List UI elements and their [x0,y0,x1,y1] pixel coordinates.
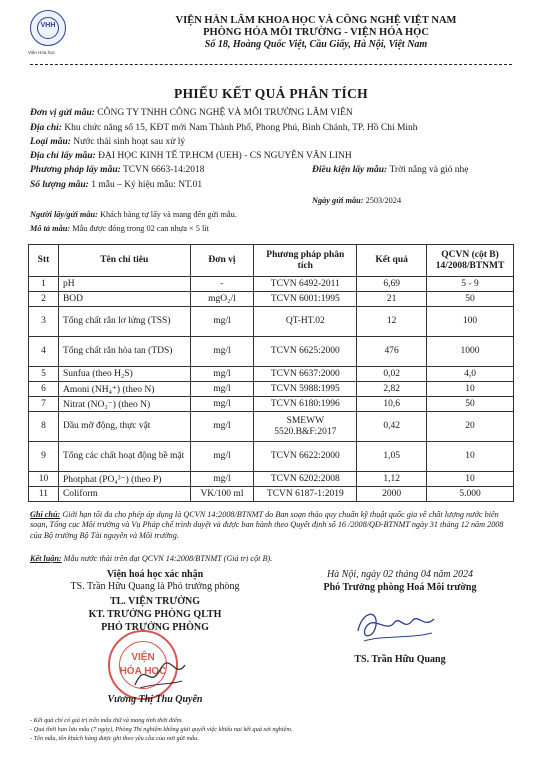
condition-row [312,165,469,176]
right-signer-role: Phó Trưởng phòng Hoá Môi trường [323,582,477,593]
description-value: Mẫu được đóng trong 02 can nhựa × 5 lít [72,224,209,233]
cell-result: 476 [357,337,427,367]
stamp-text-1: VIỆN [131,652,155,663]
cell-stt: 10 [29,472,59,487]
method-row [30,165,205,176]
cell-name: Amoni (NH₄⁺) (theo N) [58,382,190,397]
right-signer-name: TS. Trần Hữu Quang [354,654,446,665]
cell-limit: 10 [427,442,514,472]
condition-value: Trời nắng và gió nhẹ [389,165,469,175]
table-row [29,367,514,382]
cell-method: TCVN 6637:2000 [254,367,357,382]
cell-stt: 5 [29,367,59,382]
cell-stt: 11 [29,487,59,502]
cell-stt: 2 [29,292,59,307]
quantity-row [30,180,202,191]
cell-unit: mg/l [190,307,254,337]
cell-unit: VK/100 ml [190,487,254,502]
cell-stt: 6 [29,382,59,397]
cell-limit: 100 [427,307,514,337]
conclusion-text: Mẫu nước thải trên đạt QCVN 14:2008/BTNMT (Giá trị cột B). [63,554,273,563]
cell-method: TCVN 6180:1996 [254,397,357,412]
cell-name: Tổng các chất hoạt động bề mặt [58,442,190,472]
cell-name: BOD [58,292,190,307]
sampling-place-row [30,151,352,162]
address-row [30,123,418,134]
cell-unit: mg/l [190,367,254,382]
cell-unit: - [190,277,254,292]
table-row [29,382,514,397]
cell-name: Coliform [58,487,190,502]
cell-result: 1,12 [357,472,427,487]
footnote-1: - Kết quả chỉ có giá trị trên mẫu thử và mang tính thời điểm. [30,717,183,724]
sender-row [30,108,353,119]
note [30,510,510,541]
cell-stt: 9 [29,442,59,472]
logo-caption: Viện Hóa học [28,50,55,55]
date-row [312,195,401,206]
sampler-value: Khách hàng tự lấy và mang đến gửi mẫu. [99,210,237,219]
cell-stt: 8 [29,412,59,442]
issue-date: Hà Nội, ngày 02 tháng 04 năm 2024 [326,569,474,580]
sender-value: CÔNG TY TNHH CÔNG NGHỆ VÀ MÔI TRƯỜNG LÂM VIÊN [97,108,353,118]
sampler-label: Người lấy/gửi mẫu: [30,210,98,219]
cell-name: Tổng chất rắn lơ lửng (TSS) [58,307,190,337]
sample-type-label: Loại mẫu: [30,137,71,147]
org-line-1: VIỆN HÀN LÂM KHOA HỌC VÀ CÔNG NGHỆ VIỆT NAM [175,15,457,26]
department-line: KT. TRƯỞNG PHÒNG QLTH [88,609,222,620]
cell-limit: 50 [427,397,514,412]
cell-stt: 1 [29,277,59,292]
institute-logo [30,10,66,46]
col-header-name: Tên chỉ tiêu [58,245,190,277]
cell-method: TCVN 6202:2008 [254,472,357,487]
cell-stt: 4 [29,337,59,367]
cell-unit: mg/l [190,397,254,412]
sender-label: Đơn vị gửi mẫu: [30,108,95,118]
org-line-2: PHÒNG HÓA MÔI TRƯỜNG - VIỆN HÓA HỌC [203,27,429,38]
cell-limit: 10 [427,472,514,487]
sample-type-value: Nước thải sinh hoạt sau xử lý [73,137,186,147]
col-header-limit: QCVN (cột B) 14/2008/BTNMT [427,245,514,277]
deputy-line: PHÓ TRƯỞNG PHÒNG [101,622,209,633]
cell-method: SMEWW 5520.B&F:2017 [254,412,357,442]
cell-limit: 4,0 [427,367,514,382]
footnote-3: - Tên mẫu, tên khách hàng được ghi theo yêu cầu của nơi gửi mẫu. [30,735,199,742]
cell-unit: mg/l [190,412,254,442]
table-row [29,277,514,292]
cell-result: 1,05 [357,442,427,472]
cell-limit: 10 [427,382,514,397]
table-row [29,412,514,442]
description-label: Mô tả mẫu: [30,224,71,233]
right-signature [350,603,440,648]
cell-unit: mg/l [190,442,254,472]
cell-result: 0,42 [357,412,427,442]
cell-method: TCVN 6492-2011 [254,277,357,292]
cell-method: TCVN 5988:1995 [254,382,357,397]
table-row [29,397,514,412]
cell-method: TCVN 6622:2000 [254,442,357,472]
cell-method: TCVN 6001:1995 [254,292,357,307]
cell-unit: mg/l [190,337,254,367]
conclusion [30,554,272,563]
col-header-method: Phương pháp phân tích [254,245,357,277]
cell-stt: 7 [29,397,59,412]
cell-result: 10,6 [357,397,427,412]
left-signer-name: Vương Thị Thu Quyên [107,694,203,705]
cell-method: TCVN 6625:2000 [254,337,357,367]
table-row [29,487,514,502]
footnote-2: - Quá thời hạn lưu mẫu (7 ngày), Phòng Thí nghiệm không giải quyết việc khiếu nại kết quả xét nghiệm. [30,726,293,733]
cell-result: 12 [357,307,427,337]
table-row [29,442,514,472]
cell-limit: 5 - 9 [427,277,514,292]
quantity-label: Số lượng mẫu: [30,180,89,190]
method-value: TCVN 6663-14:2018 [122,165,205,175]
conclusion-label: Kết luận: [30,554,62,563]
cell-name: Tổng chất rắn hòa tan (TDS) [58,337,190,367]
org-address: Số 18, Hoàng Quốc Việt, Cầu Giấy, Hà Nội, Việt Nam [204,39,428,50]
sampling-place-value: ĐẠI HỌC KINH TẾ TP.HCM (UEH) - CS NGUYỄN VĂN LINH [98,151,352,161]
cell-name: pH [58,277,190,292]
confirm-line: Viện hoá học xác nhận [106,569,204,580]
confirm-person-line: TS. Trần Hữu Quang là Phó trưởng phòng [70,581,240,592]
table-row [29,307,514,337]
left-signature [130,655,190,695]
cell-limit: 50 [427,292,514,307]
table-row [29,292,514,307]
table-header-row [29,245,514,277]
document-title: PHIẾU KẾT QUẢ PHÂN TÍCH [174,86,368,101]
sampler-row [30,209,237,220]
description-row [30,223,209,234]
cell-result: 21 [357,292,427,307]
table-row [29,337,514,367]
condition-label: Điều kiện lấy mẫu: [312,165,388,175]
cell-result: 0,02 [357,367,427,382]
cell-stt: 3 [29,307,59,337]
cell-unit: mgO₂/l [190,292,254,307]
stamp-text-2: HÓA HỌC [119,666,167,677]
cell-limit: 1000 [427,337,514,367]
note-label: Ghi chú: [30,510,61,519]
col-header-result: Kết quả [357,245,427,277]
cell-method: QT-HT.02 [254,307,357,337]
cell-limit: 20 [427,412,514,442]
cell-result: 2000 [357,487,427,502]
cell-unit: mg/l [190,382,254,397]
method-label: Phương pháp lấy mẫu: [30,165,121,175]
cell-name: Photphat (PO₄³⁻) (theo P) [58,472,190,487]
logo-text: VHH [40,22,56,29]
cell-method: TCVN 6187-1:2019 [254,487,357,502]
sample-type-row [30,137,185,148]
sampling-place-label: Địa chỉ lấy mẫu: [30,151,96,161]
header-divider [30,64,512,65]
col-header-stt: Stt [29,245,59,277]
col-header-unit: Đơn vị [190,245,254,277]
cell-limit: 5.000 [427,487,514,502]
date-label: Ngày gửi mẫu: [312,196,364,205]
quantity-value: 1 mẫu – Ký hiệu mẫu: NT.01 [91,180,203,190]
cell-name: Dầu mỡ động, thực vật [58,412,190,442]
cell-result: 6,69 [357,277,427,292]
cell-name: Nitrat (NO₃⁻) (theo N) [58,397,190,412]
address-value: Khu chức năng số 15, KĐT mới Nam Thành Phố, Phong Phú, Bình Chánh, TP. Hồ Chí Minh [64,123,418,133]
cell-unit: mg/l [190,472,254,487]
note-text: Giới hạn tối đa cho phép áp dụng là QCVN 14:2008/BTNMT do Ban soạn thảo quy chuẩn kỹ thuật quốc gia về chất lượng nước biên soạn, Tổng cục Môi trường và Vụ Pháp chế trình duyệt và được ban hành theo Quyết định số 16 /2008/QĐ-BTNMT ngày 31 tháng 12 năm 2008 của Bộ trưởng Bộ Tài nguyên và Môi trường. [30,510,504,540]
date-value: 2503/2024 [365,196,402,205]
director-line: TL. VIỆN TRƯỞNG [109,596,201,607]
table-row [29,472,514,487]
cell-name: Sunfua (theo H₂S) [58,367,190,382]
cell-result: 2,82 [357,382,427,397]
results-table [28,244,514,502]
address-label: Địa chỉ: [30,123,62,133]
